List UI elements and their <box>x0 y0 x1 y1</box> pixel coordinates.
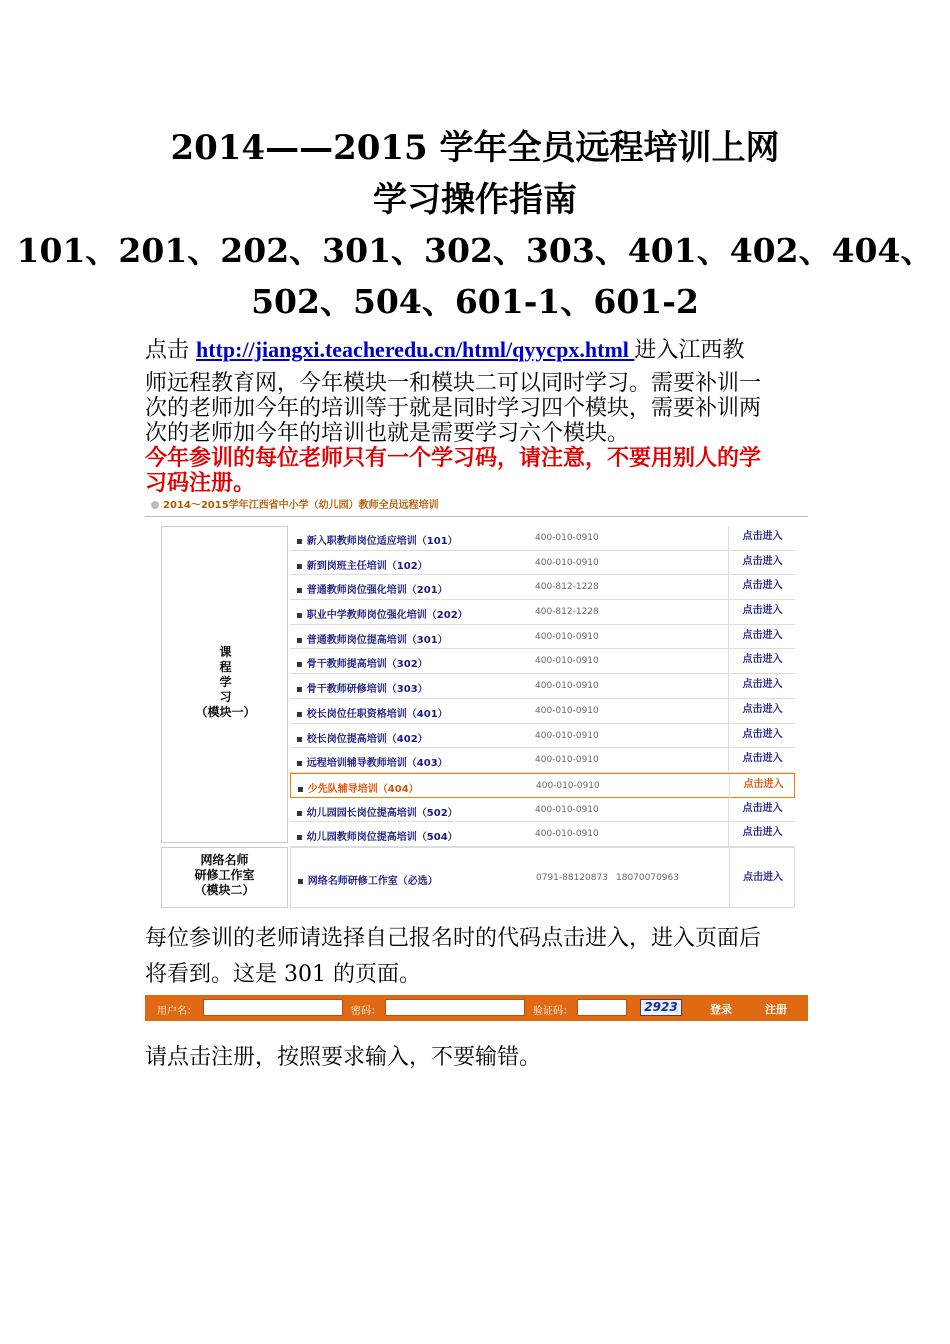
table-row <box>290 748 795 773</box>
course-name: ▪ 新入职教师岗位适应培训（101） <box>296 532 458 547</box>
enter-link[interactable]: 点击进入 <box>728 600 796 624</box>
password-input[interactable] <box>385 999 525 1016</box>
module-one-char: 习 <box>219 690 232 704</box>
module-one-cell <box>161 526 288 843</box>
captcha-image[interactable]: 2923 <box>640 999 682 1016</box>
enter-link[interactable]: 点击进入 <box>728 526 796 550</box>
course-phone: 400-010-0910 <box>535 829 599 840</box>
course-phone: 400-010-0910 <box>535 631 599 642</box>
intro-suffix: 进入江西教 <box>634 338 745 363</box>
course-mobile: 18070070963 <box>616 873 679 883</box>
course-phone: 400-812-1228 <box>535 582 599 593</box>
course-phone: 400-010-0910 <box>535 804 599 815</box>
enter-link[interactable]: 点击进入 <box>728 674 796 698</box>
bullet-icon <box>151 501 159 509</box>
table-header <box>145 498 808 517</box>
module-two-cell <box>161 847 288 908</box>
enter-link[interactable]: 点击进入 <box>728 798 796 822</box>
module-one-char: 程 <box>219 660 232 674</box>
intro-prefix: 点击 <box>145 338 196 363</box>
course-name: ▪ 校长岗位提高培训（402） <box>296 730 428 745</box>
enter-link[interactable]: 点击进入 <box>728 649 796 673</box>
enter-link[interactable]: 点击进入 <box>728 625 796 649</box>
table-row <box>290 674 795 699</box>
username-label: 用户名： <box>157 1006 197 1017</box>
course-name: ▪ 骨干教师研修培训（303） <box>296 680 428 695</box>
course-phone: 400-010-0910 <box>535 656 599 667</box>
table-row <box>290 551 795 576</box>
table-row <box>290 600 795 625</box>
warning-line-2: 习码注册。 <box>145 470 256 496</box>
table-row <box>290 699 795 724</box>
enter-link[interactable]: 点击进入 <box>728 822 796 846</box>
instruction-line-1: 每位参训的老师请选择自己报名时的代码点击进入，进入页面后 <box>145 926 762 951</box>
course-phone: 400-010-0910 <box>535 755 599 766</box>
course-name: ▪ 普通教师岗位提高培训（301） <box>296 631 448 646</box>
course-phone: 400-010-0910 <box>536 780 600 791</box>
course-phone: 0791-88120873 <box>536 873 608 883</box>
course-phone: 400-812-1228 <box>535 607 599 618</box>
table-row <box>290 625 795 650</box>
table-row-highlighted <box>290 773 795 798</box>
course-name: ▪ 校长岗位任职资格培训（401） <box>296 705 448 720</box>
table-row <box>290 724 795 749</box>
course-phone: 400-010-0910 <box>535 730 599 741</box>
module-one-label <box>162 645 289 720</box>
course-phone: 400-010-0910 <box>535 533 599 543</box>
login-bar <box>145 995 808 1021</box>
register-button[interactable]: 注册 <box>765 1003 787 1016</box>
intro-line-3: 次的老师加今年的培训等于就是同时学习四个模块，需要补训两 <box>145 396 762 421</box>
instruction-line-2: 将看到。这是 301 的页面。 <box>145 962 421 987</box>
table-header-text: 2014～2015学年江西省中小学（幼儿园）教师全员远程培训 <box>163 500 439 511</box>
table-row <box>290 822 795 847</box>
captcha-label: 验证码： <box>533 1006 573 1017</box>
warning-line-1: 今年参训的每位老师只有一个学习码，请注意，不要用别人的学 <box>145 445 762 471</box>
course-table-screenshot <box>145 498 808 908</box>
course-name: ▪ 普通教师岗位强化培训（201） <box>296 581 448 596</box>
table-row <box>290 649 795 674</box>
captcha-input[interactable] <box>577 999 627 1016</box>
module-one-char: 学 <box>219 675 232 689</box>
enter-link[interactable]: 点击进入 <box>729 848 796 907</box>
table-row <box>290 798 795 823</box>
course-name: ▪ 网络名师研修工作室（必选） <box>297 872 438 887</box>
intro-line-4: 次的老师加今年的培训也就是需要学习六个模块。 <box>145 421 630 446</box>
login-button[interactable]: 登录 <box>710 1003 732 1016</box>
intro-line-2: 师远程教育网，今年模块一和模块二可以同时学习。需要补训一 <box>145 371 762 396</box>
course-name: ▪ 幼儿园园长岗位提高培训（502） <box>296 804 458 819</box>
module-two-line: （模块二） <box>194 883 255 897</box>
title-line-2: 学习操作指南 <box>373 180 577 220</box>
username-input[interactable] <box>203 999 343 1016</box>
intro-first-line <box>145 335 810 371</box>
module-two-line: 研修工作室 <box>194 868 255 882</box>
course-codes-line-2: 502、504、601-1、601-2 <box>251 282 699 321</box>
course-name: ▪ 幼儿园教师岗位提高培训（504） <box>296 828 458 843</box>
password-label: 密码： <box>351 1006 381 1017</box>
course-name: ▪ 少先队辅导培训（404） <box>297 780 419 795</box>
table-row <box>290 526 795 551</box>
site-link[interactable]: http://jiangxi.teacheredu.cn/html/qyycpx.html <box>196 337 635 362</box>
instruction-paragraph <box>145 921 810 993</box>
module-one-rows <box>290 526 795 847</box>
course-phone: 400-010-0910 <box>535 705 599 716</box>
module-two-row <box>290 847 795 908</box>
module-two-line: 网络名师 <box>200 853 249 867</box>
intro-paragraph <box>145 335 810 496</box>
enter-link[interactable]: 点击进入 <box>728 748 796 772</box>
enter-link[interactable]: 点击进入 <box>728 699 796 723</box>
title-line-1: 2014——2015 学年全员远程培训上网 <box>170 128 780 168</box>
table-row <box>290 575 795 600</box>
enter-link[interactable]: 点击进入 <box>728 551 796 575</box>
course-name: ▪ 骨干教师提高培训（302） <box>296 655 428 670</box>
final-note: 请点击注册，按照要求输入，不要输错。 <box>145 1045 542 1070</box>
course-phone: 400-010-0910 <box>535 557 599 568</box>
enter-link[interactable]: 点击进入 <box>729 774 797 798</box>
course-name: ▪ 新到岗班主任培训（102） <box>296 557 428 572</box>
course-name: ▪ 远程培训辅导教师培训（403） <box>296 754 448 769</box>
course-phone: 400-010-0910 <box>535 681 599 692</box>
course-name: ▪ 职业中学教师岗位强化培训（202） <box>296 606 468 621</box>
module-two-label <box>162 848 287 898</box>
module-one-char: （模块一） <box>195 705 256 719</box>
enter-link[interactable]: 点击进入 <box>728 575 796 599</box>
enter-link[interactable]: 点击进入 <box>728 724 796 748</box>
module-one-char: 课 <box>219 645 232 659</box>
course-codes-line-1: 101、201、202、301、302、303、401、402、404、 <box>16 231 934 270</box>
